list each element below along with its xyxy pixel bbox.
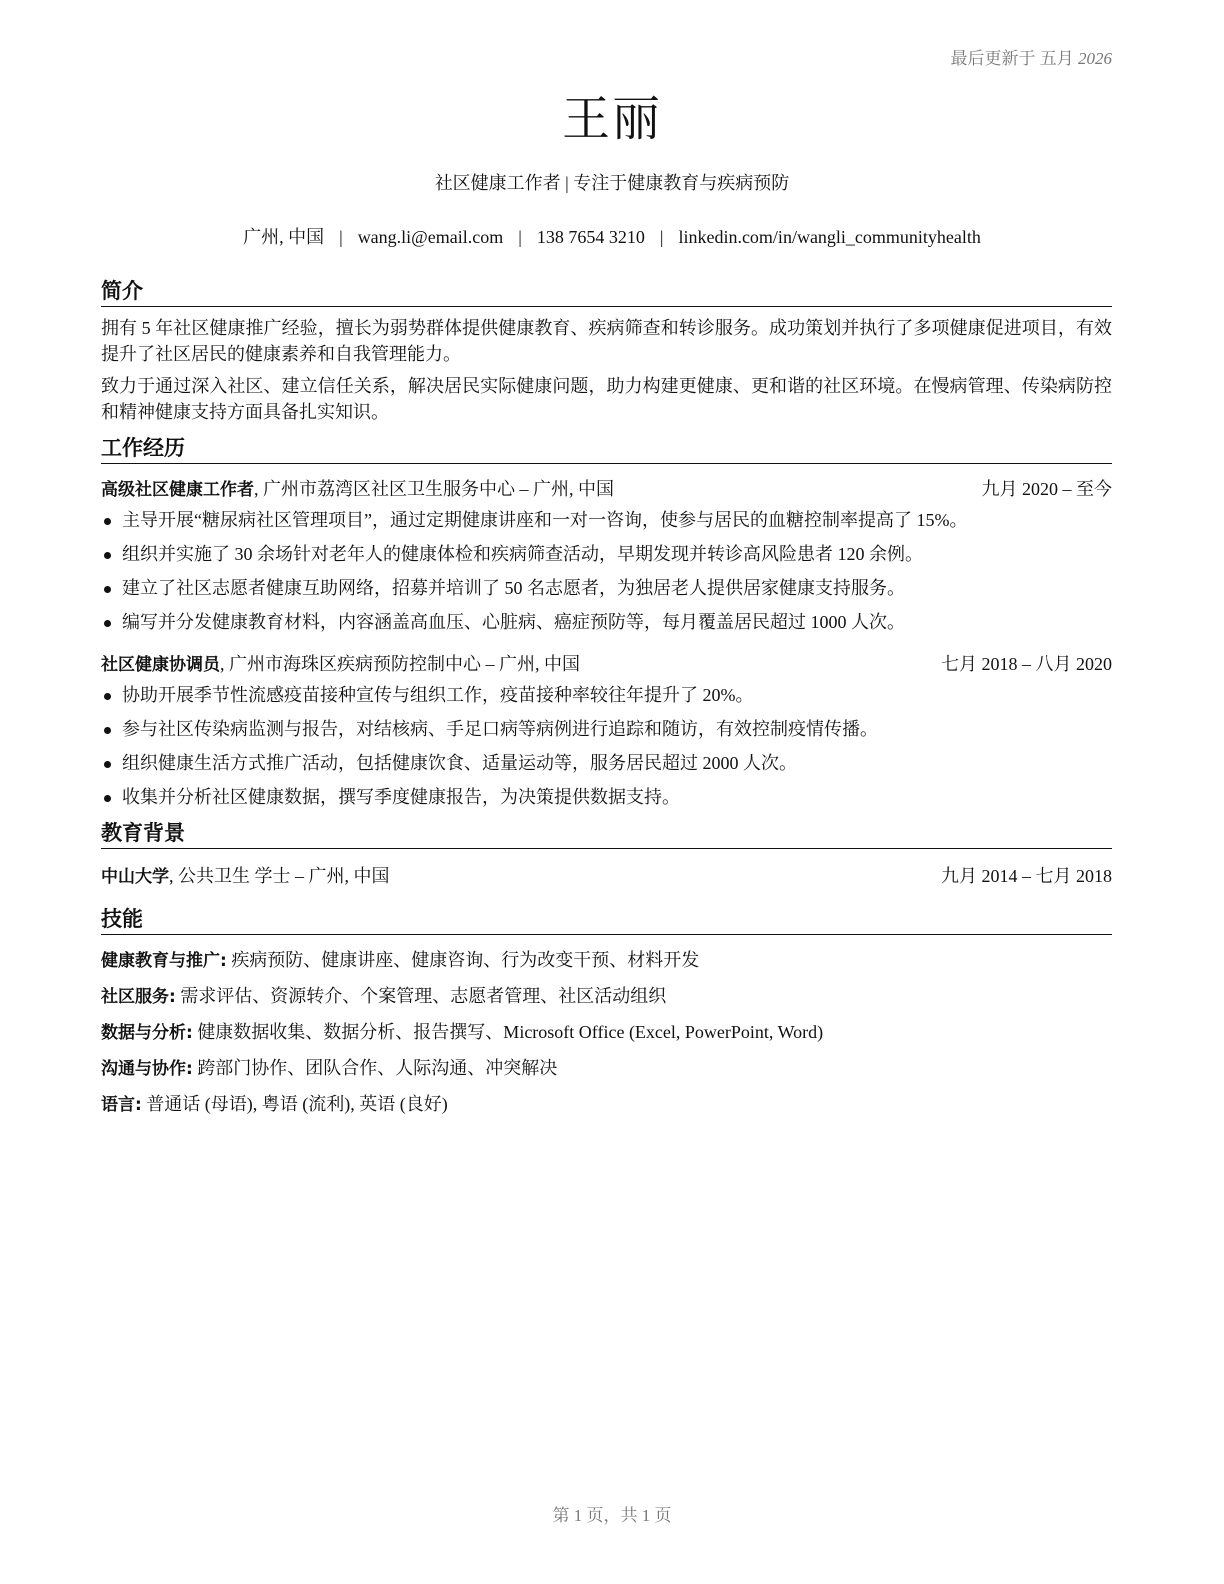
resume-content (101, 276, 1112, 1118)
contact-email[interactable]: wang.li@email.com (357, 227, 504, 247)
summary-section (101, 276, 1112, 425)
job-bullet: 收集并分析社区健康数据，撰写季度健康报告，为决策提供数据支持。 (101, 784, 1112, 810)
job-role: 社区健康协调员 (101, 655, 220, 675)
education-detail: , 公共卫生 学士 – 广州, 中国 (169, 866, 390, 886)
education-entry (101, 863, 1112, 890)
skill-label: 沟通与协作: (101, 1059, 193, 1079)
job-bullet: 参与社区传染病监测与报告，对结核病、手足口病等病例进行追踪和随访，有效控制疫情传播。 (101, 716, 1112, 742)
job-dates: 七月 2018 – 八月 2020 (941, 654, 1112, 674)
job-entry (101, 476, 1112, 635)
skill-value: 跨部门协作、团队合作、人际沟通、冲突解决 (192, 1058, 558, 1078)
job-bullet: 协助开展季节性流感疫苗接种宣传与组织工作，疫苗接种率较往年提升了 20%。 (101, 682, 1112, 708)
job-header (101, 476, 1112, 503)
summary-paragraph: 拥有 5 年社区健康推广经验，擅长为弱势群体提供健康教育、疾病筛查和转诊服务。成功策划并执行了多项健康促进项目，有效提升了社区居民的健康素养和自我管理能力。 (101, 318, 1112, 364)
education-school: 中山大学 (101, 867, 169, 887)
skill-value: 疾病预防、健康讲座、健康咨询、行为改变干预、材料开发 (226, 950, 700, 970)
skill-value: 普通话 (母语), 粤语 (流利), 英语 (良好) (141, 1094, 448, 1114)
job-role: 高级社区健康工作者 (101, 480, 254, 500)
skill-row (101, 1055, 1112, 1082)
contact-separator: | (339, 227, 343, 247)
education-dates: 九月 2014 – 七月 2018 (941, 866, 1112, 886)
section-title-summary: 简介 (101, 276, 1112, 307)
experience-section (101, 433, 1112, 810)
job-bullet: 组织并实施了 30 余场针对老年人的健康体检和疾病筛查活动，早期发现并转诊高风险患者 120 余例。 (101, 541, 1112, 567)
job-bullets (101, 507, 1112, 635)
job-bullet: 主导开展“糖尿病社区管理项目”，通过定期健康讲座和一对一咨询，使参与居民的血糖控制率提高了 15%。 (101, 507, 1112, 533)
contact-separator: | (659, 227, 664, 247)
skill-label: 语言: (101, 1095, 142, 1115)
candidate-name: 王丽 (561, 91, 662, 147)
skill-row (101, 1019, 1112, 1046)
skill-label: 数据与分析: (101, 1023, 193, 1043)
education-section (101, 818, 1112, 890)
contact-location: 广州, 中国 (243, 227, 325, 247)
job-entry (101, 651, 1112, 810)
summary-paragraph: 致力于通过深入社区、建立信任关系，解决居民实际健康问题，助力构建更健康、更和谐的社区环境。在慢病管理、传染病防控和精神健康支持方面具备扎实知识。 (101, 376, 1112, 422)
job-bullet: 建立了社区志愿者健康互助网络，招募并培训了 50 名志愿者，为独居老人提供居家健康支持服务。 (101, 575, 1112, 601)
skill-row (101, 947, 1112, 974)
skill-value: 需求评估、资源转介、个案管理、志愿者管理、社区活动组织 (175, 986, 667, 1006)
page-footer: 第 1 页，共 1 页 (552, 1506, 672, 1525)
job-header (101, 651, 1112, 678)
job-org: , 广州市荔湾区社区卫生服务中心 – 广州, 中国 (254, 479, 614, 499)
job-bullet: 编写并分发健康教育材料，内容涵盖高血压、心脏病、癌症预防等，每月覆盖居民超过 1000 人次。 (101, 609, 1112, 635)
skill-label: 健康教育与推广: (101, 951, 227, 971)
skill-label: 社区服务: (101, 987, 176, 1007)
contact-phone: 138 7654 3210 (536, 227, 645, 247)
tagline: 社区健康工作者 | 专注于健康教育与疾病预防 (434, 173, 790, 193)
skills-section (101, 904, 1112, 1118)
job-role-org (101, 476, 614, 503)
last-updated-year: 2026 (1078, 49, 1112, 68)
job-role-org (101, 651, 580, 678)
contact-separator: | (518, 227, 522, 247)
contact-line (0, 224, 1224, 250)
skill-row (101, 983, 1112, 1010)
contact-linkedin[interactable]: linkedin.com/in/wangli_communityhealth (678, 227, 981, 247)
section-title-education: 教育背景 (101, 818, 1112, 849)
job-bullet: 组织健康生活方式推广活动，包括健康饮食、适量运动等，服务居民超过 2000 人次。 (101, 750, 1112, 776)
skill-value: 健康数据收集、数据分析、报告撰写、Microsoft Office (Excel, PowerPoint, Word) (192, 1022, 824, 1042)
last-updated (951, 44, 1113, 69)
job-dates: 九月 2020 – 至今 (981, 479, 1112, 499)
job-org: , 广州市海珠区疾病预防控制中心 – 广州, 中国 (220, 654, 580, 674)
last-updated-label: 最后更新于 五月 (950, 49, 1074, 68)
section-title-experience: 工作经历 (101, 433, 1112, 464)
skill-row (101, 1091, 1112, 1118)
section-title-skills: 技能 (101, 904, 1112, 935)
job-bullets (101, 682, 1112, 810)
education-school-detail (101, 863, 390, 890)
